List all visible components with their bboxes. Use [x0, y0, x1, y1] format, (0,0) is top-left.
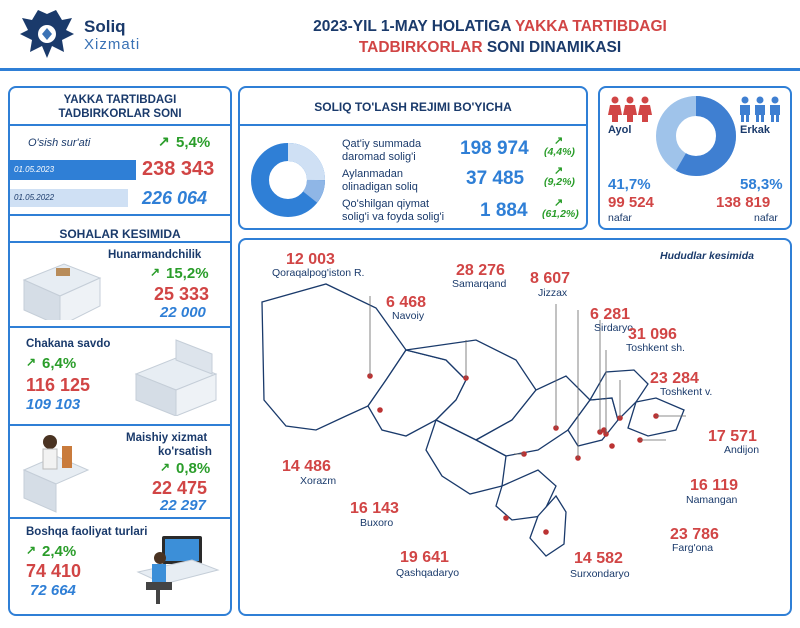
- sector-growth: 2,4%: [42, 543, 77, 560]
- tax-title: SOLIQ TO'LASH REJIMI BO'YICHA: [314, 100, 512, 114]
- tax-label-line1: Qat'iy summada: [342, 138, 422, 150]
- growth-arrow-icon: ↗: [554, 197, 564, 209]
- region-name: Andijon: [724, 444, 760, 456]
- region-value: 6 468: [386, 294, 427, 311]
- bar-2022-value: 226 064: [142, 188, 208, 208]
- region-name: Buxoro: [360, 517, 394, 529]
- sector-growth: 0,8%: [176, 460, 211, 477]
- gender-donut-chart: [655, 95, 737, 177]
- divider: [8, 241, 232, 243]
- region-value: 23 284: [650, 370, 699, 387]
- left-header-line1: YAKKA TARTIBDAGI: [63, 94, 177, 106]
- divider: [238, 124, 588, 126]
- divider: [8, 326, 232, 328]
- region-name: Toshkent sh.: [626, 342, 685, 354]
- tax-label-line2: olinadigan soliq: [342, 181, 418, 193]
- female-label: Ayol: [608, 124, 632, 136]
- region-name: Jizzax: [538, 287, 568, 299]
- tax-label: [342, 198, 444, 224]
- office-worker-icon: [132, 532, 222, 607]
- title-part4: SONI DINAMIKASI: [482, 39, 622, 56]
- page-title: [230, 16, 750, 58]
- bar-2023-date: 01.05.2023: [14, 165, 55, 174]
- growth-arrow-icon: ↗: [160, 460, 171, 474]
- tax-value: 198 974: [460, 138, 529, 159]
- growth-arrow-icon: ↗: [554, 135, 564, 147]
- tax-label-line1: Qo'shilgan qiymat: [342, 198, 430, 210]
- divider: [8, 424, 232, 426]
- title-part2: YAKKA TARTIBDAGI: [515, 18, 667, 35]
- sector-name: Maishiy xizmat: [126, 432, 208, 444]
- bar-2022: [10, 189, 128, 207]
- region-value: 19 641: [400, 549, 449, 566]
- region-name: Samarqand: [452, 278, 507, 290]
- male-count: 138 819: [716, 194, 771, 211]
- growth-arrow-icon: ↗: [26, 355, 37, 369]
- growth-arrow-icon: ↗: [158, 133, 170, 149]
- service-person-icon: [16, 430, 96, 515]
- sector-growth: 15,2%: [166, 265, 209, 282]
- growth-label: O'sish sur'ati: [28, 137, 91, 149]
- sector-value-2023: 116 125: [26, 375, 91, 395]
- divider: [8, 214, 232, 216]
- region-name: Xorazm: [300, 475, 337, 487]
- region-value: 14 582: [574, 550, 623, 567]
- male-people-icon: [738, 96, 782, 122]
- region-value: 12 003: [286, 251, 335, 268]
- sector-value-2023: 74 410: [26, 561, 82, 581]
- logo-name: Soliq: [84, 17, 126, 36]
- tax-value: 1 884: [480, 200, 528, 221]
- male-unit: nafar: [754, 212, 778, 224]
- male-label: Erkak: [740, 124, 770, 136]
- sector-value-2023: 25 333: [154, 284, 210, 304]
- sector-growth: 6,4%: [42, 355, 77, 372]
- title-part1: 2023-YIL 1-MAY HOLATIGA: [313, 18, 515, 35]
- growth-value: 5,4%: [176, 134, 211, 151]
- tax-value: 37 485: [466, 168, 525, 189]
- map-title: Hududlar kesimida: [660, 250, 754, 262]
- region-name: Sirdaryo: [594, 322, 634, 334]
- male-pct: 58,3%: [740, 176, 783, 193]
- tax-label: [342, 138, 421, 164]
- region-value: 17 571: [708, 428, 757, 445]
- divider: [8, 124, 232, 126]
- craftsman-table-icon: [14, 250, 104, 320]
- tax-label-line2: daromad solig'i: [342, 151, 416, 163]
- region-name: Namangan: [686, 494, 738, 506]
- region-name: Qoraqalpog'iston R.: [272, 267, 365, 279]
- region-name: Qashqadaryo: [396, 567, 460, 579]
- region-value: 6 281: [590, 306, 631, 323]
- growth-arrow-icon: ↗: [554, 165, 564, 177]
- region-value: 16 119: [690, 477, 739, 494]
- region-name: Surxondaryo: [570, 568, 630, 580]
- tax-pct: (4,4%): [544, 146, 575, 158]
- shop-counter-icon: [130, 336, 220, 416]
- tax-pct: (61,2%): [542, 208, 579, 220]
- tax-label-line2: solig'i va foyda solig'i: [342, 211, 445, 223]
- eagle-logo-icon: [18, 8, 76, 60]
- sector-name: Chakana savdo: [26, 338, 111, 350]
- region-name: Navoiy: [392, 310, 425, 322]
- female-unit: nafar: [608, 212, 632, 224]
- sector-value-2022: 22 297: [160, 497, 206, 514]
- region-value: 31 096: [628, 326, 677, 343]
- region-value: 28 276: [456, 262, 505, 279]
- region-name: Toshkent v.: [660, 386, 713, 398]
- growth-arrow-icon: ↗: [150, 265, 161, 279]
- female-pct: 41,7%: [608, 176, 651, 193]
- header-divider: [0, 68, 800, 71]
- growth-arrow-icon: ↗: [26, 543, 37, 557]
- bar-2023: [10, 160, 136, 180]
- tax-pct: (9,2%): [544, 176, 575, 188]
- sector-name: Boshqa faoliyat turlari: [26, 526, 148, 538]
- female-count: 99 524: [608, 194, 654, 211]
- female-people-icon: [608, 96, 652, 122]
- logo-subtitle: Xizmati: [84, 36, 141, 53]
- region-value: 8 607: [530, 270, 571, 287]
- region-value: 23 786: [670, 526, 719, 543]
- region-value: 16 143: [350, 500, 399, 517]
- region-value: 14 486: [282, 458, 331, 475]
- divider: [8, 517, 232, 519]
- left-header-line2: TADBIRKORLAR SONI: [58, 108, 182, 120]
- sector-value-2023: 22 475: [152, 478, 208, 498]
- tax-label-line1: Aylanmadan: [342, 168, 403, 180]
- sector-value-2022: 22 000: [160, 304, 206, 321]
- bar-2023-value: 238 343: [142, 158, 215, 180]
- left-header: [24, 93, 216, 121]
- bar-2022-date: 01.05.2022: [14, 193, 55, 202]
- sectors-title: SOHALAR KESIMIDA: [59, 227, 181, 241]
- tax-donut-chart: [248, 140, 328, 220]
- tax-label: [342, 168, 418, 194]
- logo: [18, 8, 178, 60]
- title-part3: TADBIRKORLAR: [358, 39, 483, 56]
- sector-value-2022: 109 103: [26, 396, 81, 413]
- sector-value-2022: 72 664: [30, 582, 76, 599]
- sector-name-line2: ko'rsatish: [158, 446, 212, 458]
- sector-name: Hunarmandchilik: [108, 249, 202, 261]
- region-name: Farg'ona: [672, 542, 714, 554]
